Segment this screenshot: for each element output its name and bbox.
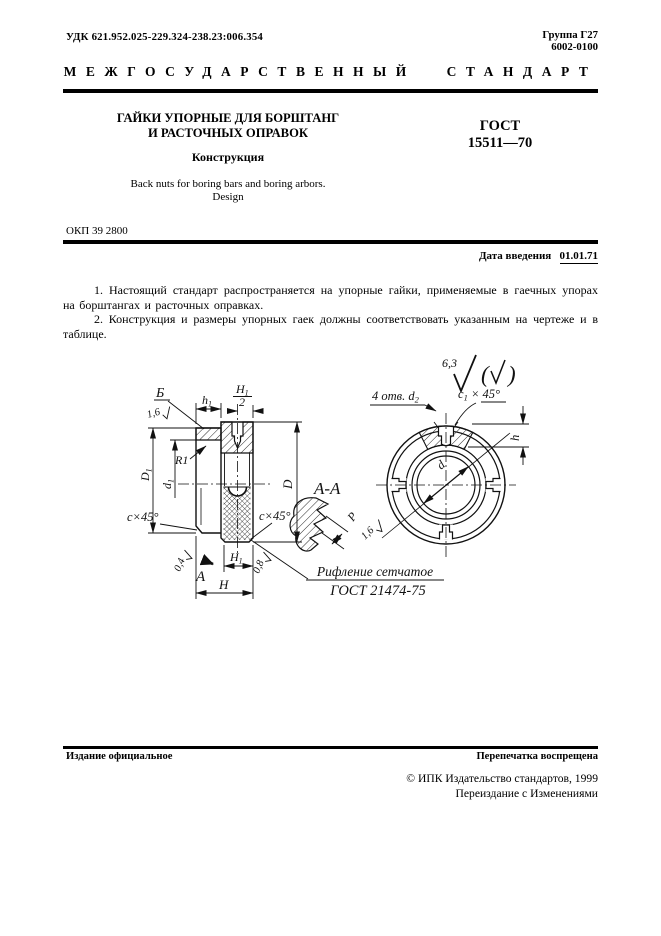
okp-code: ОКП 39 2800 xyxy=(66,225,128,237)
svg-text:0,8: 0,8 xyxy=(251,558,267,576)
roughness-check-icon xyxy=(454,355,476,391)
flange-section-hatch xyxy=(196,428,221,440)
okp-divider xyxy=(63,240,598,244)
intro-date-value: 01.01.71 xyxy=(559,250,598,262)
radius-r1-label: R1 xyxy=(175,453,189,467)
side-section-view xyxy=(178,404,272,554)
hole-chamfer-label: $c_1 \times 45^\circ$ xyxy=(458,387,500,403)
dim-H1-half-den: 2 xyxy=(239,395,245,409)
title-line2: И РАСТОЧНЫХ ОПРАВОК xyxy=(147,125,309,140)
knurl-pitch-label: P xyxy=(344,509,360,524)
holes-count-label: 4 отв. $d_2$ xyxy=(372,389,419,405)
gost-designation xyxy=(430,118,570,152)
copyright-line: © ИПК Издательство стандартов, 1999 xyxy=(406,772,598,785)
front-view-dimensions xyxy=(359,387,529,544)
body-text xyxy=(63,283,598,341)
side-view-dimensions xyxy=(127,382,302,599)
intro-date-label: Дата введения xyxy=(478,250,552,262)
udk-number: УДК 621.952.025-229.324-238.23:006.354 xyxy=(66,31,264,43)
standard-title-ru xyxy=(78,111,378,140)
no-reprint-label: Перепечатка воспрещена xyxy=(476,751,598,762)
roughness-check-small-icon xyxy=(491,360,505,383)
dim-d1-label: $d_1$ xyxy=(160,479,176,489)
reissue-line: Переиздание с Изменениями xyxy=(455,786,598,800)
paren-open: ( xyxy=(481,362,489,387)
dim-H1-half-num: $H_1$ xyxy=(236,382,249,398)
chamfer-left-label: c×45° xyxy=(127,510,159,524)
title-line1: ГАЙКИ УПОРНЫЕ ДЛЯ БОРШТАНГ xyxy=(116,111,340,125)
section-letter-label: А xyxy=(196,569,206,585)
view-b-label: Б xyxy=(156,386,165,401)
copyright-block xyxy=(63,772,598,801)
finish-value-label: 6,3 xyxy=(442,356,457,370)
chamfer-right-label: c×45° xyxy=(259,509,291,523)
paragraph-1: 1. Настоящий стандарт распространяется на упорные гайки, применяемые в гаечных упорах на борштангах и расточных оправках. xyxy=(63,283,598,312)
dim-H1-label: $H_1$ xyxy=(230,550,243,566)
dim-D-label: D xyxy=(280,479,295,489)
paragraph-2: 2. Конструкция и размеры упорных гаек должны соответствовать указанным на чертеже и в таблице. xyxy=(63,312,598,341)
dim-d-label: d xyxy=(433,457,448,473)
section-arrow xyxy=(203,560,213,564)
header-divider xyxy=(63,89,598,93)
group-code: 6002-0100 xyxy=(551,41,598,53)
knurl-profile-detail xyxy=(290,498,328,551)
flange-outline xyxy=(196,428,221,533)
standard-kind-heading: МЕЖГОСУДАРСТВЕННЫЙ СТАНДАРТ xyxy=(63,64,598,79)
collar-section-hatch xyxy=(221,422,253,453)
group-label: Группа Г27 xyxy=(542,29,598,41)
svg-text:1,6: 1,6 xyxy=(145,406,162,421)
standard-title-en xyxy=(78,178,378,203)
technical-drawing xyxy=(120,348,632,620)
roughness-16-left xyxy=(146,404,173,424)
standard-subtitle: Конструкция xyxy=(191,150,265,164)
introduction-date-line xyxy=(63,250,598,262)
dim-h1-label: $h_1$ xyxy=(202,393,212,409)
official-edition-label: Издание официальное xyxy=(66,751,173,762)
knurl-note-line1: Рифление сетчатое xyxy=(316,564,434,579)
gost-word: ГОСТ xyxy=(479,118,521,134)
knurl-note-line2: ГОСТ 21474-75 xyxy=(330,583,426,599)
roughness-16-right xyxy=(359,517,386,544)
roughness-08 xyxy=(252,551,273,577)
bore-walls xyxy=(225,453,250,486)
section-a-a-label: А-А xyxy=(314,479,341,498)
footer-divider xyxy=(63,746,598,749)
section-a-a-detail xyxy=(251,479,444,599)
dim-D1-label: $D_1$ xyxy=(138,468,154,481)
group-block xyxy=(63,29,598,53)
title-en-line1: Back nuts for boring bars and boring arbors. xyxy=(130,178,326,190)
title-en-line2: Design xyxy=(212,190,244,203)
dim-h-label: h xyxy=(508,434,522,441)
svg-text:1,6: 1,6 xyxy=(359,525,377,543)
surface-finish-note xyxy=(442,355,516,391)
paren-close: ) xyxy=(508,362,516,387)
roughness-04 xyxy=(173,549,194,575)
gost-number: 15511—70 xyxy=(467,135,533,151)
svg-text:0,4: 0,4 xyxy=(172,556,188,574)
dim-H-label: H xyxy=(219,577,229,592)
